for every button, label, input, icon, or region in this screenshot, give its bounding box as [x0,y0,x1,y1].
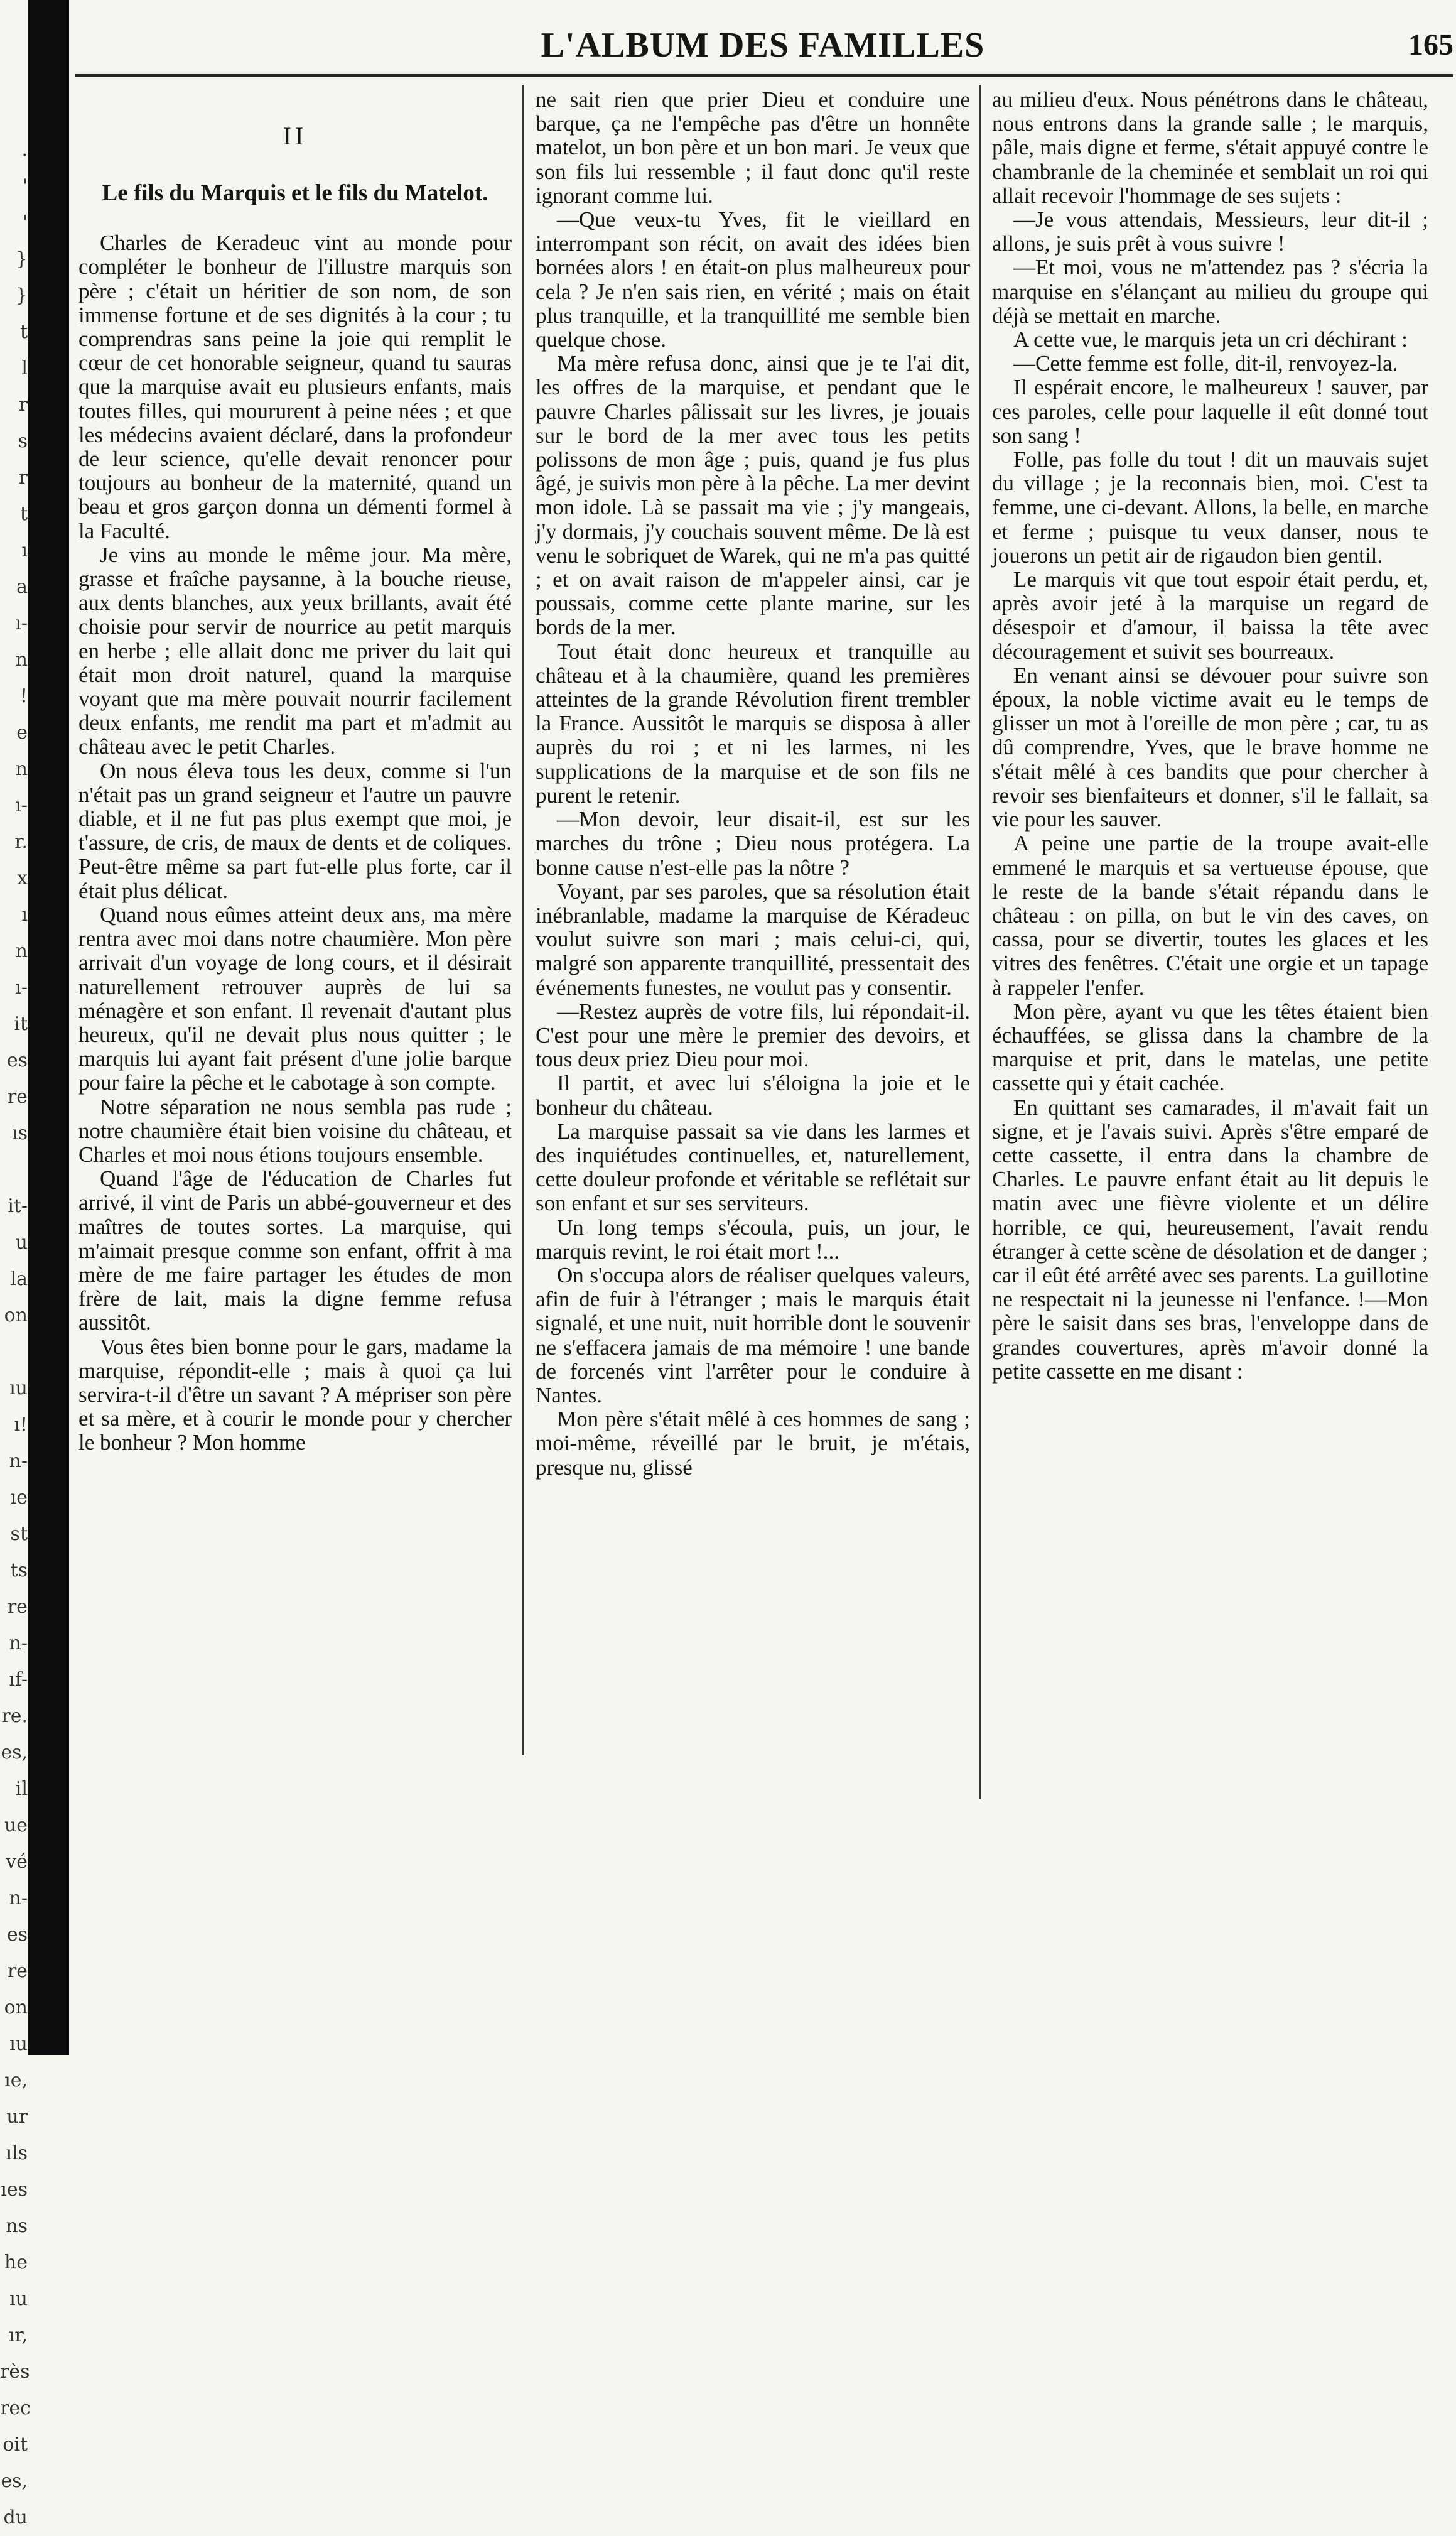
bleed-fragment: rès [0,2361,30,2383]
paragraph: Vous êtes bien bonne pour le gars, madame la marquise, répondit-elle ; mais à quoi ça lui servira-t-il d'être un savant ? A mépriser son père et sa mère, et à courir le monde pour y chercher le bonheur ? Mon homme [78,1334,512,1455]
page-header [72,18,1453,74]
bleed-fragment: ıu [9,1377,28,1399]
bleed-fragment: e [16,722,28,744]
running-title: L'ALBUM DES FAMILLES [541,26,985,65]
bleed-fragment: rec [0,2397,31,2419]
paragraph: Tout était donc heureux et tranquille au château et à la chaumière, quand les premières atteintes de la grande Révolution firent trembler la France. Aussitôt le marquis se disposa à aller auprès du roi ; et ni les larmes, ni les supplications de la marquise et de son fils ne purent le retenir. [536,639,970,808]
bleed-fragment: it [14,1013,28,1035]
bleed-fragment: st [10,1523,28,1545]
bleed-fragment: es, [1,1742,28,1764]
bleed-fragment: he [4,2252,28,2273]
paragraph: —Mon devoir, leur disait-il, est sur les marches du trône ; Dieu nous protégera. La bonne cause n'est-elle pas la nôtre ? [536,807,970,880]
bleed-fragment: ıls [6,2142,28,2164]
adjacent-page-bleed [0,132,31,2528]
bleed-fragment: es, [1,2470,28,2492]
bleed-fragment: ur [6,2106,28,2128]
column-body [992,88,1428,1384]
paragraph: Je vins au monde le même jour. Ma mère, grasse et fraîche paysanne, à la bouche rieuse, aux dents blanches, aux yeux brillants, avait été choisie pour servir de nourrice au petit marquis en herbe ; elle allait donc me priver du lait qui était mon droit naturel, quand la marquise voyant que ma mère pouvait nourrir facilement deux enfants, me rendit ma part et m'admit au château avec le petit Charles. [78,542,512,759]
paragraph: Le marquis vit que tout espoir était perdu, et, après avoir jeté à la marquise un regard de désespoir et d'amour, il baissa la tête avec découragement et suivit ses bourreaux. [992,567,1428,664]
bleed-fragment: ıs [12,1122,28,1144]
paragraph: Il espérait encore, le malheureux ! sauver, par ces paroles, celle pour laquelle il eût donné tout son sang ! [992,375,1428,448]
bleed-fragment: ue [4,1814,28,1836]
bleed-fragment: ı- [15,794,28,816]
bleed-fragment: ' [22,212,28,234]
page-number: 165 [1408,28,1453,62]
bleed-fragment: } [15,284,28,306]
column-body [78,231,512,1455]
bleed-fragment [0,1152,28,1188]
bleed-fragment: du [3,2506,28,2528]
bleed-fragment: ' [22,175,28,197]
section-number: II [283,122,308,150]
bleed-fragment: oit [3,2434,28,2456]
book-binding-edge [28,0,69,2055]
paragraph: La marquise passait sa vie dans les larmes et des inquiétudes continuelles, et, naturellement, cette douleur profonde et véritable se reflétait sur son enfant et sur ses serviteurs. [536,1119,970,1216]
bleed-fragment: es [6,1049,28,1071]
bleed-fragment: re [7,1596,28,1618]
header-rule [75,74,1453,77]
bleed-fragment: ıe, [4,2069,28,2091]
bleed-fragment: n- [9,1632,28,1654]
bleed-fragment: t [19,321,28,343]
paragraph: Quand nous eûmes atteint deux ans, ma mère rentra avec moi dans notre chaumière. Mon père arrivait d'un voyage de long cours, et il désirait naturellement retrouver auprès de lui sa ménagère et son enfant. Il revenait d'autant plus heureux, qu'il ne devait plus nous quitter ; le marquis lui ayant fait présent d'une jolie barque pour faire la pêche et le cabotage à son compte. [78,902,512,1095]
bleed-fragment: l [21,357,28,379]
paragraph: Quand l'âge de l'éducation de Charles fut arrivé, il vint de Paris un abbé-gouverneur et des maîtres de toutes sortes. La marquise, qui m'aimait presque comme son enfant, offrit à ma mère de me faire partager les études de mon frère de lait, mais la digne femme refusa aussitôt. [78,1166,512,1335]
bleed-fragment: a [16,576,28,598]
paragraph: ne sait rien que prier Dieu et conduire une barque, ça ne l'empêche pas d'être un honnête matelot, un bon père et un bon mari. Je veux que son fils lui ressemble ; il faut donc qu'il reste ignorant comme lui. [536,87,970,208]
paragraph: En venant ainsi se dévouer pour suivre son époux, la noble victime avait eu le temps de glisser un mot à l'oreille de mon père ; car, tu as dû comprendre, Yves, que le brave homme ne s'était mêlé à ces bandits que pour chercher à revoir ses bienfaiteurs et donner, s'il le fallait, sa vie pour les sauver. [992,663,1428,832]
paragraph: Folle, pas folle du tout ! dit un mauvais sujet du village ; je la reconnais bien, moi. C'est ta femme, une ci-devant. Allons, la belle, en marche et ferme ; puisque tu veux danser, nous te jouerons un petit air de rigaudon bien gentil. [992,447,1428,568]
paragraph: —Restez auprès de votre fils, lui répondait-il. C'est pour une mère le premier des devoirs, et tous deux priez Dieu pour moi. [536,999,970,1072]
paragraph: A cette vue, le marquis jeta un cri déchirant : [1013,327,1408,352]
bleed-fragment: r [18,467,28,489]
paragraph: —Que veux-tu Yves, fit le vieillard en interrompant son récit, on avait des idées bien bornées alors ! en était-on plus malheureux pour cela ? Je n'en sais rien, en vérité ; mais on était plus tranquille, et la tranquillité me semble bien quelque chose. [536,207,970,352]
bleed-fragment: s [18,430,28,452]
paragraph: —Et moi, vous ne m'attendez pas ? s'écria la marquise en s'élançant au milieu du groupe qui déjà se mettait en marche. [992,255,1428,328]
bleed-fragment: la [10,1268,28,1290]
bleed-fragment: . [21,139,28,161]
bleed-fragment: es [6,1924,28,1946]
bleed-fragment: on [4,1997,28,2019]
bleed-fragment: ıe [10,1487,28,1509]
bleed-fragment: ı [21,539,28,561]
paragraph: —Cette femme est folle, dit-il, renvoyez-la. [1013,351,1398,376]
bleed-fragment: vé [6,1851,28,1873]
bleed-fragment: ı [21,904,28,926]
bleed-fragment: il [15,1778,28,1800]
bleed-fragment: n- [9,1450,28,1472]
bleed-fragment: r [18,394,28,416]
paragraph: Notre séparation ne nous sembla pas rude ; notre chaumière était bien voisine du château, et Charles et moi nous étions toujours ensemble. [78,1094,512,1167]
bleed-fragment: } [15,248,28,270]
bleed-fragment: ı! [14,1414,28,1436]
bleed-fragment: ! [19,685,28,707]
bleed-fragment: n- [9,1887,28,1909]
text-column-1 [78,88,512,1972]
bleed-fragment: x [17,867,28,889]
bleed-fragment: u [15,1232,28,1254]
paragraph: Ma mère refusa donc, ainsi que je te l'ai dit, les offres de la marquise, et pendant que le pauvre Charles pâlissait sur les livres, je jouais sur le bord de la mer avec tous les petits polissons de mon âge ; puis, quand je fus plus âgé, je suivis mon père à la pêche. La mer devint mon idole. Là se passait ma vie ; j'y mangeais, j'y dormais, j'y couchais souvent même. De là est venu le sobriquet de Warek, qui ne m'a pas quitté ; et on avait raison de m'appeler ainsi, car je poussais, comme cette plante marine, sur les bords de la mer. [536,351,970,640]
bleed-fragment: r. [14,831,28,853]
bleed-fragment: re. [1,1705,28,1727]
column-divider [522,85,524,1755]
bleed-fragment: ır, [8,2324,28,2346]
column-divider [979,85,981,1799]
bleed-fragment: t [19,503,28,525]
paragraph: Mon père, ayant vu que les têtes étaient bien échauffées, se glissa dans la chambre de la marquise et prit, dans le matelas, une petite cassette qui y était cachée. [992,999,1428,1096]
bleed-fragment: re [7,1960,28,1982]
bleed-fragment: on [4,1304,28,1326]
bleed-fragment: n [15,940,28,962]
bleed-fragment: ıu [9,2288,28,2310]
paragraph: —Je vous attendais, Messieurs, leur dit-il ; allons, je suis prêt à vous suivre ! [992,207,1428,256]
bleed-fragment: it- [8,1195,28,1217]
column-body [536,88,970,1480]
chapter-title: Le fils du Marquis et le fils du Matelot. [102,180,488,207]
paragraph: au milieu d'eux. Nous pénétrons dans le château, nous entrons dans la grande salle ; le marquis, pâle, mais digne et ferme, s'était appuyé contre le chambranle de la cheminée et semblait un roi qui allait recevoir l'hommage de ses sujets : [992,87,1428,208]
paragraph: En quittant ses camarades, il m'avait fait un signe, et je l'avais suivi. Après s'être emparé de cette cassette, il entra dans la chambre de Charles. Le pauvre enfant était au lit depuis le matin avec une fièvre violente et un délire horrible, ce qui, heureusement, l'avait rendu étranger à cette scène de désolation et de danger ; car il eût été arrêté avec ses parents. La guillotine ne respectait ni la jeunesse ni l'enfance. !—Mon père le saisit dans ses bras, l'enveloppe dans de grandes couvertures, après m'avoir donné la petite cassette en me disant : [992,1095,1428,1384]
text-column-2 [536,88,970,1972]
bleed-fragment: ı- [15,977,28,999]
paragraph: Un long temps s'écoula, puis, un jour, le marquis revint, le roi était mort !... [536,1215,970,1264]
bleed-fragment: ı- [15,612,28,634]
bleed-fragment: n [15,649,28,671]
paragraph: Il partit, et avec lui s'éloigna la joie et le bonheur du château. [536,1071,970,1120]
bleed-fragment: ıu [9,2033,28,2055]
paragraph: A peine une partie de la troupe avait-elle emmené le marquis et sa vertueuse épouse, que le reste de la bande s'était répandu dans le château : on pilla, on but le vin des caves, on cassa, pour se divertir, toutes les glaces et les vitres des fenêtres. C'était une orgie et un tapage à rappeler l'enfer. [992,831,1428,1000]
paragraph: On s'occupa alors de réaliser quelques valeurs, afin de fuir à l'étranger ; mais le marquis était signalé, et une nuit, nuit horrible dont le souvenir ne s'effacera jamais de ma mémoire ! une bande de forcenés vint l'arrêter pour le conduire à Nantes. [536,1262,970,1407]
bleed-fragment: re [7,1086,28,1108]
bleed-fragment: ts [10,1559,28,1581]
bleed-fragment: n [15,758,28,780]
paragraph: Mon père s'était mêlé à ces hommes de sang ; moi-même, réveillé par le bruit, je m'étais, presque nu, glissé [536,1407,970,1480]
bleed-fragment: ıf- [9,1669,28,1691]
paragraph: Charles de Keradeuc vint au monde pour compléter le bonheur de l'illustre marquis son père ; c'était un héritier de son nom, de son immense fortune et de ses dignités à la cour ; tu comprendras sans peine la joie qui remplit le cœur de cet honorable seigneur, quand tu sauras que la marquise avait eu plusieurs enfants, mais toutes filles, qui moururent à peine nées ; et que les médecins avaient déclaré, dans la profondeur de leur science, qu'elle devait renoncer pour toujours au bonheur de la maternité, quand un beau et gros garçon donna un démenti formel à la Faculté. [78,230,512,543]
paragraph: Voyant, par ses paroles, que sa résolution était inébranlable, madame la marquise de Kéradeuc voulut suivre son mari ; mais celui-ci, qui, malgré son apparente tranquillité, pressentait des événements funestes, ne voulut pas y consentir. [536,879,970,1000]
bleed-fragment [0,1334,28,1370]
paragraph: On nous éleva tous les deux, comme si l'un n'était pas un grand seigneur et l'autre un pauvre diable, et il ne fut pas plus exempt que moi, je t'assure, de cris, de maux de dents et de coliques. Peut-être même sa part fut-elle plus forte, car il était plus délicat. [78,758,512,903]
bleed-fragment: ns [6,2215,28,2237]
text-column-3 [992,88,1428,1972]
bleed-fragment: ıes [1,2179,28,2201]
